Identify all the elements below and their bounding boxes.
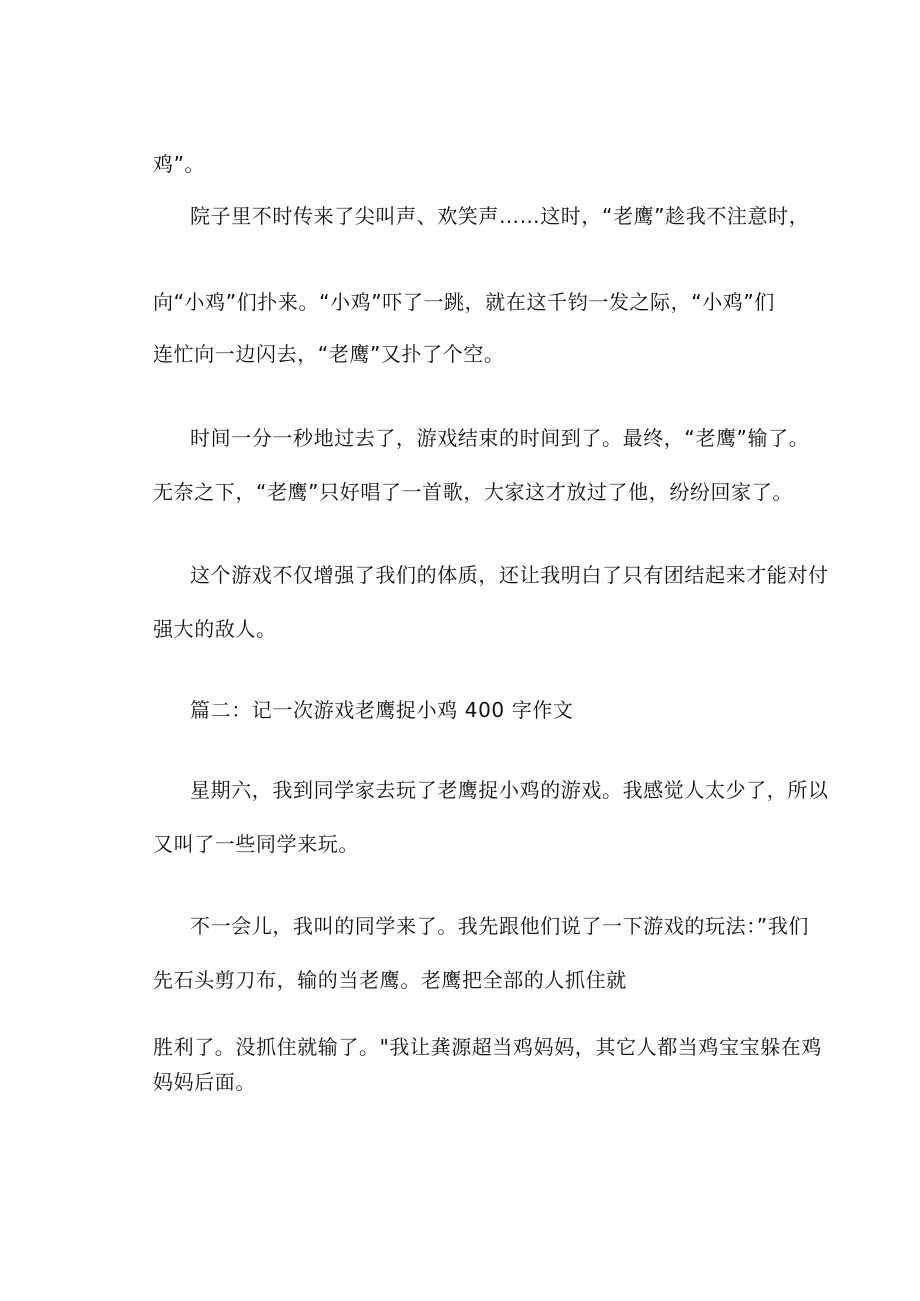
text-line: 妈妈后面。 bbox=[153, 1070, 256, 1094]
text-line: 无奈之下，“老鹰”只好唱了一首歌，大家这才放过了他，纷纷回家了。 bbox=[153, 480, 793, 504]
text-line: 鸡”。 bbox=[153, 152, 206, 176]
paragraph-start-line: 星期六，我到同学家去玩了老鹰捉小鸡的游戏。我感觉人太少了，所以 bbox=[190, 778, 829, 802]
text-line: 先石头剪刀布，输的当老鹰。老鹰把全部的人抓住就 bbox=[153, 968, 627, 992]
paragraph-start-line: 时间一分一秒地过去了，游戏结束的时间到了。最终，“老鹰”输了。 bbox=[190, 426, 810, 450]
text-line: 向“小鸡”们扑来。“小鸡”吓了一跳，就在这千钧一发之际，“小鸡”们 bbox=[153, 290, 775, 314]
section-heading: 篇二：记一次游戏老鹰捉小鸡 400 字作文 bbox=[190, 698, 574, 722]
text-line: 连忙向一边闪去，“老鹰”又扑了个空。 bbox=[153, 342, 505, 366]
paragraph-start-line: 院子里不时传来了尖叫声、欢笑声……这时，“老鹰”趁我不注意时， bbox=[190, 204, 810, 228]
text-line: 又叫了一些同学来玩。 bbox=[153, 832, 359, 856]
paragraph-start-line: 这个游戏不仅增强了我们的体质，还让我明白了只有团结起来才能对付 bbox=[190, 563, 829, 587]
text-line: 胜利了。没抓住就输了。"我让龚源超当鸡妈妈，其它人都当鸡宝宝躲在鸡 bbox=[153, 1035, 822, 1059]
paragraph-start-line: 不一会儿，我叫的同学来了。我先跟他们说了一下游戏的玩法：”我们 bbox=[190, 914, 809, 938]
text-line: 强大的敌人。 bbox=[153, 617, 277, 641]
